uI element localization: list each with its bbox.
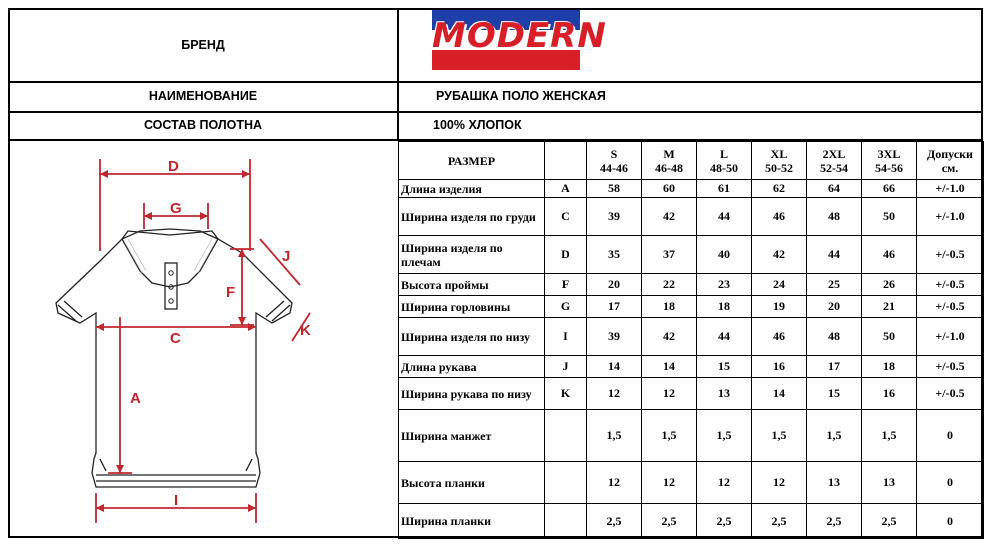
size-name: S — [610, 146, 618, 161]
measurement-value: 50 — [862, 318, 917, 356]
tolerance-value: +/-1.0 — [917, 318, 984, 356]
measurement-value: 20 — [807, 296, 862, 318]
measurement-value: 24 — [752, 274, 807, 296]
tolerance-header: Допуски см. — [917, 142, 984, 180]
measurement-value: 35 — [587, 236, 642, 274]
measurement-value: 18 — [862, 356, 917, 378]
measurement-code: G — [545, 296, 587, 318]
measurement-value: 1,5 — [807, 410, 862, 462]
measurement-value: 2,5 — [752, 504, 807, 539]
tolerance-value: +/-1.0 — [917, 180, 984, 198]
measurement-value: 2,5 — [697, 504, 752, 539]
measurement-name: Ширина изделя по низу — [399, 318, 545, 356]
brand-logo — [432, 10, 607, 70]
measurement-value: 48 — [807, 198, 862, 236]
size-table — [398, 141, 984, 539]
measurement-name: Ширина горловины — [399, 296, 545, 318]
measurement-value: 2,5 — [807, 504, 862, 539]
tolerance-value: 0 — [917, 462, 984, 504]
dimension-label-g: G — [170, 200, 182, 217]
logo-text: MODERN — [432, 16, 607, 56]
tolerance-value: 0 — [917, 410, 984, 462]
measurement-name: Ширина манжет — [399, 410, 545, 462]
measurement-name: Ширина рукава по низу — [399, 378, 545, 410]
measurement-value: 42 — [642, 318, 697, 356]
size-column-header — [752, 142, 807, 180]
measurement-value: 17 — [587, 296, 642, 318]
table-row — [399, 180, 984, 198]
measurement-value: 26 — [862, 274, 917, 296]
tolerance-value: +/-0.5 — [917, 356, 984, 378]
measurement-value: 17 — [807, 356, 862, 378]
tolerance-value: +/-0.5 — [917, 236, 984, 274]
measurement-name: Ширина изделя по груди — [399, 198, 545, 236]
measurement-code: F — [545, 274, 587, 296]
header-row-line — [8, 81, 983, 83]
measurement-name: Высота планки — [399, 462, 545, 504]
measurement-value: 46 — [862, 236, 917, 274]
measurement-code: K — [545, 378, 587, 410]
dimension-label-c: C — [170, 330, 181, 347]
measurement-value: 1,5 — [862, 410, 917, 462]
measurement-value: 46 — [752, 318, 807, 356]
size-table-body — [399, 180, 984, 539]
dimension-label-d: D — [168, 158, 179, 175]
measurement-value: 44 — [697, 198, 752, 236]
measurement-value: 18 — [642, 296, 697, 318]
size-name: 3XL — [877, 146, 901, 161]
measurement-value: 15 — [807, 378, 862, 410]
size-name: XL — [770, 146, 788, 161]
measurement-value: 2,5 — [642, 504, 697, 539]
measurement-value: 13 — [862, 462, 917, 504]
size-column-header — [697, 142, 752, 180]
tolerance-value: +/-0.5 — [917, 296, 984, 318]
measurement-value: 16 — [862, 378, 917, 410]
measurement-name: Длина рукава — [399, 356, 545, 378]
measurement-value: 42 — [642, 198, 697, 236]
dimension-label-f: F — [226, 284, 236, 301]
measurement-code: J — [545, 356, 587, 378]
measurement-value: 14 — [752, 378, 807, 410]
measurement-value: 18 — [697, 296, 752, 318]
measurement-value: 19 — [752, 296, 807, 318]
measurement-value: 12 — [752, 462, 807, 504]
tolerance-value: +/-0.5 — [917, 378, 984, 410]
table-row — [399, 236, 984, 274]
measurement-value: 20 — [587, 274, 642, 296]
measurement-value: 66 — [862, 180, 917, 198]
size-column-header — [587, 142, 642, 180]
measurement-value: 12 — [587, 378, 642, 410]
measurement-value: 39 — [587, 318, 642, 356]
dimension-label-j: J — [282, 248, 291, 265]
header-divider — [397, 8, 399, 141]
size-column-header — [642, 142, 697, 180]
measurement-value: 1,5 — [697, 410, 752, 462]
dimension-label-k: K — [300, 322, 311, 339]
measurement-value: 48 — [807, 318, 862, 356]
name-label: НАИМЕНОВАНИЕ — [148, 89, 258, 103]
size-name: M — [663, 146, 675, 161]
table-row — [399, 274, 984, 296]
table-row — [399, 318, 984, 356]
measurement-value: 42 — [752, 236, 807, 274]
table-row — [399, 378, 984, 410]
measurement-value: 46 — [752, 198, 807, 236]
composition-label: СОСТАВ ПОЛОТНА — [143, 118, 263, 132]
size-name: L — [719, 146, 728, 161]
measurement-value: 14 — [642, 356, 697, 378]
measurement-value: 13 — [807, 462, 862, 504]
measurement-value: 62 — [752, 180, 807, 198]
size-table-header-row — [399, 142, 984, 180]
dimension-label-i: I — [174, 492, 179, 509]
size-name: 2XL — [822, 146, 846, 161]
table-row — [399, 462, 984, 504]
measurement-value: 44 — [697, 318, 752, 356]
tolerance-value: +/-1.0 — [917, 198, 984, 236]
measurement-code — [545, 504, 587, 539]
dimension-line-j — [260, 239, 300, 285]
measurement-value: 15 — [697, 356, 752, 378]
measurement-value: 40 — [697, 236, 752, 274]
measurement-code: A — [545, 180, 587, 198]
tolerance-value: 0 — [917, 504, 984, 539]
size-range: 54-56 — [875, 160, 903, 175]
measurement-value: 1,5 — [752, 410, 807, 462]
brand-label: БРЕНД — [181, 38, 225, 52]
measurement-value: 44 — [807, 236, 862, 274]
size-header: РАЗМЕР — [399, 142, 545, 180]
table-row — [399, 504, 984, 539]
measurement-value: 1,5 — [642, 410, 697, 462]
measurement-value: 13 — [697, 378, 752, 410]
polo-shirt-outline-icon — [56, 229, 292, 487]
measurement-value: 25 — [807, 274, 862, 296]
size-range: 50-52 — [765, 160, 793, 175]
measurement-value: 39 — [587, 198, 642, 236]
polo-shirt-diagram — [10, 141, 398, 538]
measurement-name: Длина изделия — [399, 180, 545, 198]
measurement-value: 14 — [587, 356, 642, 378]
measurement-code: I — [545, 318, 587, 356]
measurement-value: 21 — [862, 296, 917, 318]
table-row — [399, 356, 984, 378]
table-row — [399, 296, 984, 318]
measurement-name: Ширина изделя по плечам — [399, 236, 545, 274]
measurement-value: 1,5 — [587, 410, 642, 462]
measurement-value: 2,5 — [587, 504, 642, 539]
measurement-value: 23 — [697, 274, 752, 296]
name-value: РУБАШКА ПОЛО ЖЕНСКАЯ — [436, 89, 606, 103]
table-row — [399, 410, 984, 462]
size-range: 46-48 — [655, 160, 683, 175]
measurement-value: 22 — [642, 274, 697, 296]
measurement-value: 58 — [587, 180, 642, 198]
measurement-value: 12 — [697, 462, 752, 504]
size-column-header — [807, 142, 862, 180]
measurement-value: 60 — [642, 180, 697, 198]
measurement-name: Ширина планки — [399, 504, 545, 539]
measurement-value: 12 — [642, 462, 697, 504]
dimension-label-a: A — [130, 390, 141, 407]
measurement-value: 61 — [697, 180, 752, 198]
measurement-value: 2,5 — [862, 504, 917, 539]
measurement-code: C — [545, 198, 587, 236]
size-range: 44-46 — [600, 160, 628, 175]
measurement-code — [545, 410, 587, 462]
size-range: 48-50 — [710, 160, 738, 175]
size-column-header — [862, 142, 917, 180]
header-row-line — [8, 111, 983, 113]
composition-value: 100% ХЛОПОК — [433, 118, 522, 132]
measurement-code: D — [545, 236, 587, 274]
measurement-name: Высота проймы — [399, 274, 545, 296]
tolerance-value: +/-0.5 — [917, 274, 984, 296]
measurement-value: 64 — [807, 180, 862, 198]
measurement-value: 50 — [862, 198, 917, 236]
measurement-value: 16 — [752, 356, 807, 378]
code-header — [545, 142, 587, 180]
measurement-value: 12 — [587, 462, 642, 504]
measurement-value: 12 — [642, 378, 697, 410]
table-row — [399, 198, 984, 236]
measurement-value: 37 — [642, 236, 697, 274]
size-range: 52-54 — [820, 160, 848, 175]
measurement-code — [545, 462, 587, 504]
